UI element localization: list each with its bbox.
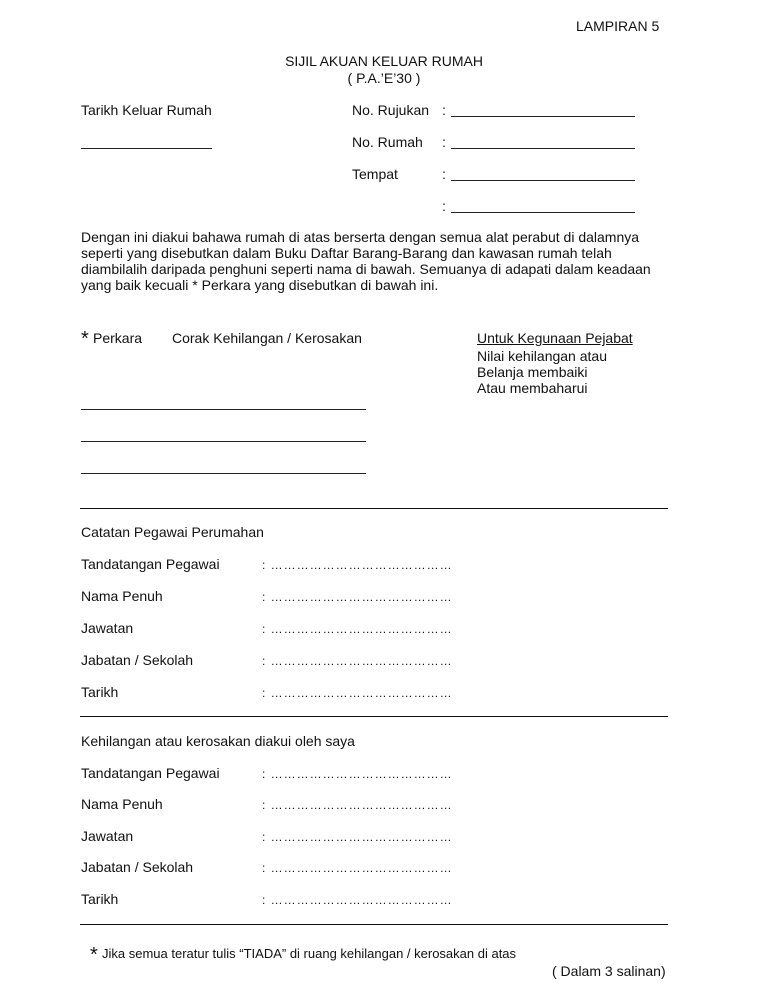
place-line2-colon: :: [442, 198, 446, 214]
reference-number-colon: :: [442, 102, 446, 118]
ack-position-label: Jawatan: [81, 828, 134, 844]
section-divider: [80, 924, 668, 925]
ack-position-field[interactable]: : ……………………………………: [262, 830, 453, 844]
ack-department-label: Jabatan / Sekolah: [81, 859, 194, 875]
declaration-paragraph: Dengan ini diakui bahawa rumah di atas berserta dengan semua alat perabut di dalamnya seperti yang disebutkan dalam Buku Daftar Barang-Barang dan kawasan rumah telah diambilalih daripada penghuni seperti nama di bawah. Semuanya di adapati dalam keadaan yang baik kecuali * Perkara yang disebutkan di bawah ini.: [81, 229, 651, 293]
officer-signature-label: Tandatangan Pegawai: [81, 556, 220, 572]
officer-section-title: Catatan Pegawai Perumahan: [81, 524, 264, 540]
house-number-field[interactable]: [451, 148, 635, 149]
officer-date-field[interactable]: : ……………………………………: [262, 686, 453, 700]
reference-number-field[interactable]: [451, 116, 635, 117]
ack-name-label: Nama Penuh: [81, 796, 163, 812]
footnote-text: Jika semua teratur tulis “TIADA” di ruang kehilangan / kerosakan di atas: [102, 946, 517, 961]
ack-date-label: Tarikh: [81, 891, 119, 907]
officer-name-label: Nama Penuh: [81, 588, 163, 604]
office-use-line-3: Atau membaharui: [477, 380, 588, 396]
office-use-header: Untuk Kegunaan Pejabat: [477, 330, 633, 346]
officer-department-label: Jabatan / Sekolah: [81, 652, 194, 668]
place-field-line2[interactable]: [451, 212, 635, 213]
item-entry-line[interactable]: [81, 409, 366, 410]
officer-signature-field[interactable]: : ……………………………………: [262, 558, 453, 572]
place-field[interactable]: [451, 180, 635, 181]
reference-number-label: No. Rujukan: [352, 102, 430, 118]
section-divider: [80, 716, 668, 717]
acknowledge-section-title: Kehilangan atau kerosakan diakui oleh saya: [81, 733, 355, 749]
place-label: Tempat: [352, 166, 398, 182]
office-use-line-2: Belanja membaiki: [477, 364, 588, 380]
damage-column-header: Corak Kehilangan / Kerosakan: [172, 330, 362, 346]
ack-date-field[interactable]: : ……………………………………: [262, 893, 453, 907]
house-number-label: No. Rumah: [352, 134, 423, 150]
officer-department-field[interactable]: : ……………………………………: [262, 654, 453, 668]
officer-position-field[interactable]: : ……………………………………: [262, 622, 453, 636]
form-code: ( P.A.’E’30 ): [347, 70, 421, 86]
section-divider: [80, 508, 668, 509]
ack-signature-field[interactable]: : ……………………………………: [262, 767, 453, 781]
move-out-date-field[interactable]: [81, 148, 212, 149]
officer-position-label: Jawatan: [81, 620, 134, 636]
ack-department-field[interactable]: : ……………………………………: [262, 861, 453, 875]
move-out-date-label: Tarikh Keluar Rumah: [81, 102, 212, 118]
office-use-line-1: Nilai kehilangan atau: [477, 348, 607, 364]
item-entry-line[interactable]: [81, 441, 366, 442]
form-title: SIJIL AKUAN KELUAR RUMAH: [285, 53, 483, 69]
officer-name-field[interactable]: : ……………………………………: [262, 590, 453, 604]
copies-note: ( Dalam 3 salinan): [552, 963, 666, 979]
asterisk-marker: *: [81, 328, 89, 350]
appendix-label: LAMPIRAN 5: [576, 18, 660, 34]
item-column-header: Perkara: [93, 330, 143, 346]
footnote-asterisk: *: [90, 944, 98, 966]
ack-name-field[interactable]: : ……………………………………: [262, 798, 453, 812]
house-number-colon: :: [442, 134, 446, 150]
place-colon: :: [442, 166, 446, 182]
ack-signature-label: Tandatangan Pegawai: [81, 765, 220, 781]
officer-date-label: Tarikh: [81, 684, 119, 700]
item-entry-line[interactable]: [81, 473, 366, 474]
